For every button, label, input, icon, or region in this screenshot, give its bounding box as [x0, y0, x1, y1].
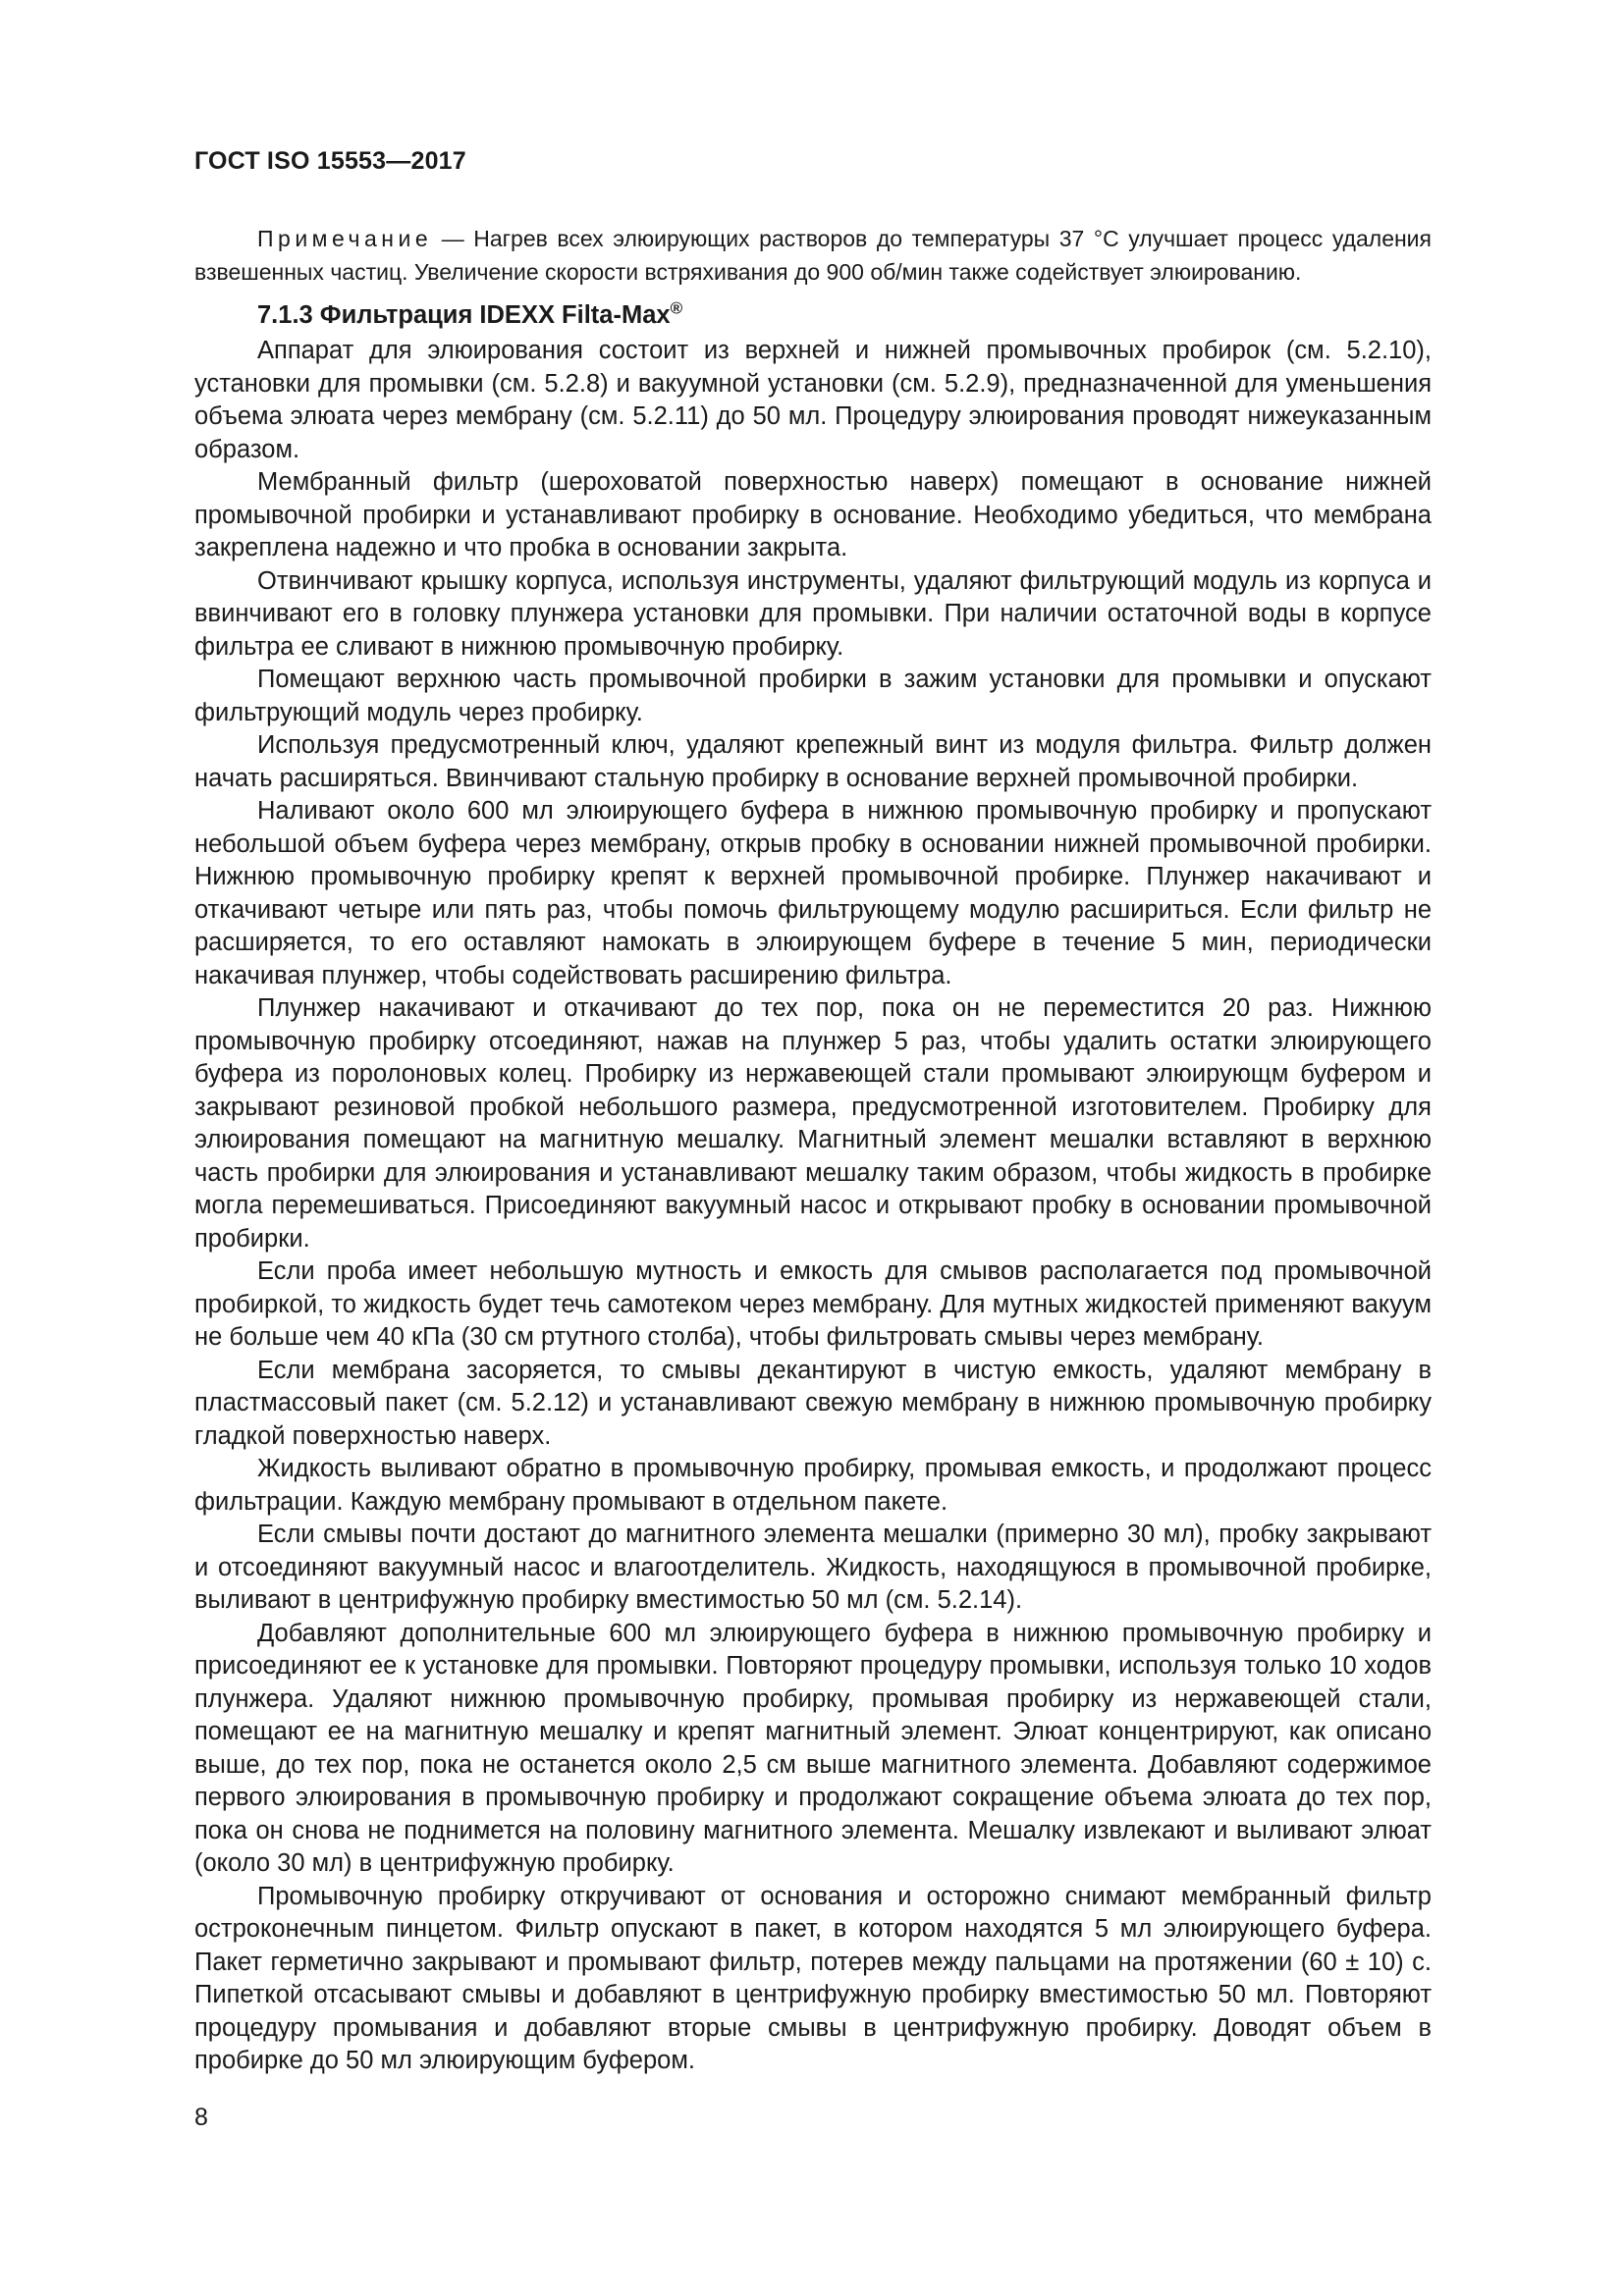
paragraph: Аппарат для элюирования состоит из верхней и нижней промывочных пробирок (см. 5.2.10), установки для промывки (см. 5.2.8) и вакуумной установки (см. 5.2.9), предназначенной для уменьшения объема элюата через мембрану (см. 5.2.11) до 50 мл. Процедуру элюирования проводят нижеуказанным образом. [194, 337, 1432, 463]
paragraph: Плунжер накачивают и откачивают до тех пор, пока он не переместится 20 раз. Нижнюю промывочную пробирку отсоединяют, нажав на плунжер 5 раз, чтобы удалить остатки элюирующего буфера из поролоновых колец. Пробирку из нержавеющей стали промывают элюирующм буфером и закрывают резиновой пробкой небольшого размера, предусмотренной изготовителем. Пробирку для элюирования помещают на магнитную мешалку. Магнитный элемент мешалки вставляют в верхнюю часть пробирки для элюирования и устанавливают мешалку таким образом, чтобы жидкость в пробирке могла перемешиваться. Присоединяют вакуумный насос и открывают пробку в основании промывочной пробирки. [194, 994, 1432, 1253]
paragraph: Если проба имеет небольшую мутность и емкость для смывов располагается под промывочной пробиркой, то жидкость будет течь самотеком через мембрану. Для мутных жидкостей применяют вакуум не больше чем 40 кПа (30 см ртутного столба), чтобы фильтровать смывы через мембрану. [194, 1257, 1432, 1351]
paragraph: Отвинчивают крышку корпуса, используя инструменты, удаляют фильтрующий модуль из корпуса и ввинчивают его в головку плунжера установки для промывки. При наличии остаточной воды в корпусе фильтра ее сливают в нижнюю промывочную пробирку. [194, 566, 1432, 661]
paragraph: Промывочную пробирку откручивают от основания и осторожно снимают мембранный фильтр остроконечным пинцетом. Фильтр опускают в пакет, в котором находятся 5 мл элюирующего буфера. Пакет герметично закрывают и промывают фильтр, потерев между пальцами на протяжении (60 ± 10) с. Пипеткой отсасывают смывы и добавляют в центрифужную пробирку вместимостью 50 мл. Повторяют процедуру промывания и добавляют вторые смывы в центрифужную пробирку. Доводят объем в пробирке до 50 мл элюирующим буфером. [194, 1882, 1432, 2074]
paragraph: Жидкость выливают обратно в промывочную пробирку, промывая емкость, и продолжают процесс фильтрации. Каждую мембрану промывают в отдельном пакете. [194, 1455, 1432, 1516]
paragraph: Если мембрана засоряется, то смывы декантируют в чистую емкость, удаляют мембрану в пластмассовый пакет (см. 5.2.12) и устанавливают свежую мембрану в нижнюю промывочную пробирку гладкой поверхностью наверх. [194, 1356, 1432, 1450]
paragraph: Используя предусмотренный ключ, удаляют крепежный винт из модуля фильтра. Фильтр должен начать расширяться. Ввинчивают стальную пробирку в основание верхней промывочной пробирки. [194, 731, 1432, 792]
note-paragraph [194, 222, 1432, 289]
document-header: ГОСТ ISO 15553—2017 [194, 147, 466, 175]
paragraph: Помещают верхнюю часть промывочной пробирки в зажим установки для промывки и опускают фильтрующий модуль через пробирку. [194, 666, 1432, 726]
paragraph: Если смывы почти достают до магнитного элемента мешалки (примерно 30 мл), пробку закрывают и отсоединяют вакуумный насос и влагоотделитель. Жидкость, находящуюся в промывочной пробирке, выливают в центрифужную пробирку вместимостью 50 мл (см. 5.2.14). [194, 1521, 1432, 1614]
note-label: Примечание [257, 226, 433, 251]
paragraph: Мембранный фильтр (шероховатой поверхностью наверх) помещают в основание нижней промывочной пробирки и устанавливают пробирку в основание. Необходимо убедиться, что мембрана закреплена надежно и что пробка в основании закрыта. [194, 468, 1432, 561]
page-number: 8 [194, 2104, 208, 2131]
section-heading [194, 297, 1432, 333]
paragraph: Добавляют дополнительные 600 мл элюирующего буфера в нижнюю промывочную пробирку и присоединяют ее к установке для промывки. Повторяют процедуру промывки, используя только 10 ходов плунжера. Удаляют нижнюю промывочную пробирку, промывая пробирку из нержавеющей стали, помещают ее на магнитную мешалку и крепят магнитный элемент. Элюат концентрируют, как описано выше, до тех пор, пока не останется около 2,5 см выше магнитного элемента. Добавляют содержимое первого элюирования в промывочную пробирку и продолжают сокращение объема элюата до тех пор, пока он снова не поднимется на половину магнитного элемента. Мешалку извлекают и выливают элюат (около 30 мл) в центрифужную пробирку. [194, 1619, 1432, 1877]
section-heading-text: 7.1.3 Фильтрация IDEXX Filta-Max [257, 301, 671, 329]
registered-mark: ® [670, 298, 683, 318]
section-body [194, 297, 1432, 2078]
paragraph: Наливают около 600 мл элюирующего буфера в нижнюю промывочную пробирку и пропускают небольшой объем буфера через мембрану, открыв пробку в основании нижней промывочной пробирки. Нижнюю промывочную пробирку крепят к верхней промывочной пробирке. Плунжер накачивают и откачивают четыре или пять раз, чтобы помочь фильтрующему модулю расшириться. Если фильтр не расширяется, то его оставляют намокать в элюирующем буфере в течение 5 мин, периодически накачивая плунжер, чтобы содействовать расширению фильтра. [194, 797, 1432, 989]
note-text: — Нагрев всех элюирующих растворов до температуры 37 °С улучшает процесс удаления взвешенных частиц. Увеличение скорости встряхивания до 900 об/мин также содействует элюированию. [194, 226, 1432, 285]
